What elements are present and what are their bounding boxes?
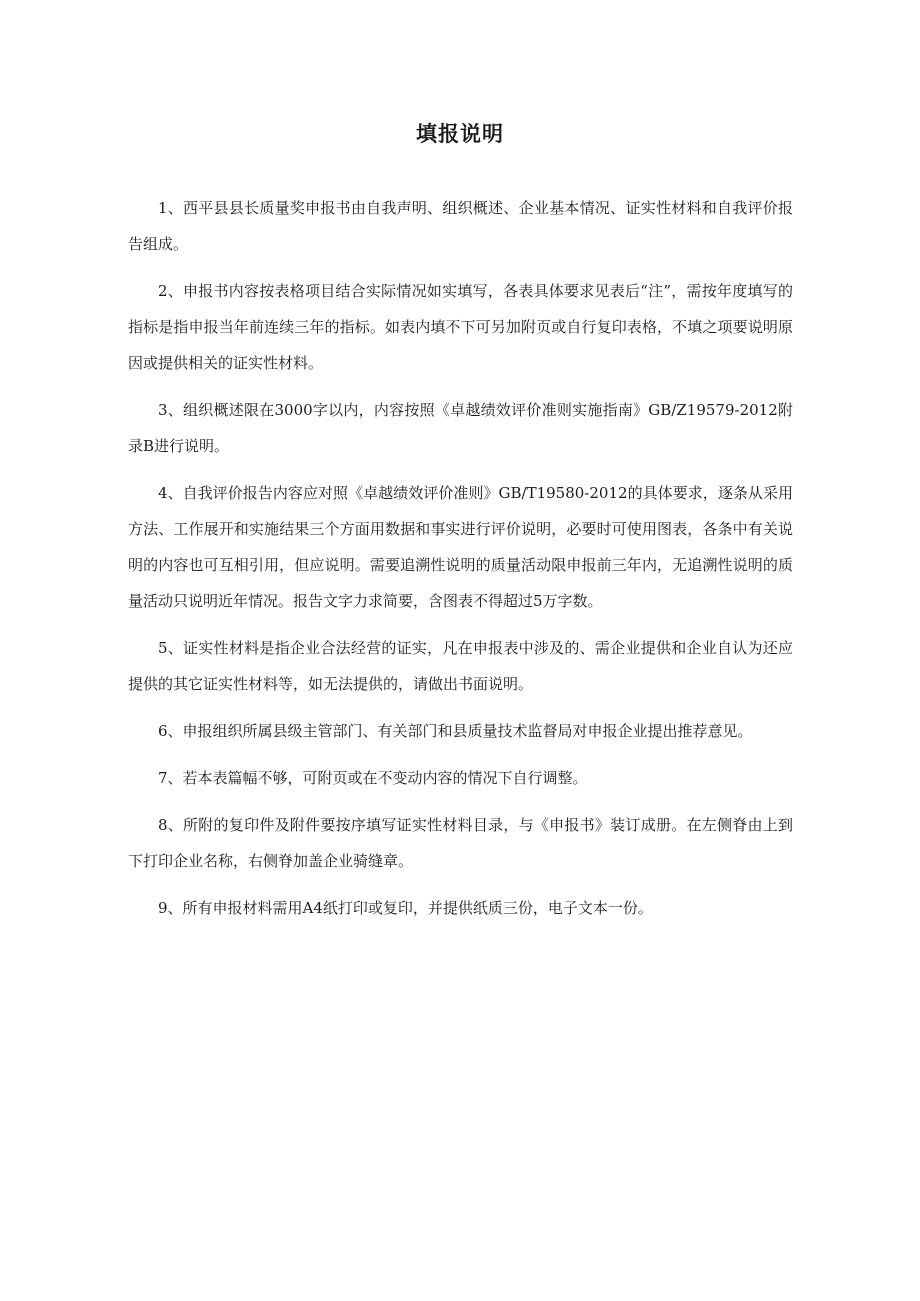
instruction-paragraph-7: 7、若本表篇幅不够，可附页或在不变动内容的情况下自行调整。 (158, 769, 588, 787)
instruction-paragraph-5: 5、证实性材料是指企业合法经营的证实，凡在申报表中涉及的、需企业提供和企业自认为还应提供的其它证实性材料等，如无法提供的，请做出书面说明。 (128, 639, 793, 693)
instruction-paragraph-9: 9、所有申报材料需用A4纸打印或复印，并提供纸质三份，电子文本一份。 (158, 899, 653, 917)
instruction-paragraph-8: 8、所附的复印件及附件要按序填写证实性材料目录，与《申报书》装订成册。在左侧脊由上到下打印企业名称，右侧脊加盖企业骑缝章。 (128, 816, 793, 870)
instruction-paragraph-3: 3、组织概述限在3000字以内，内容按照《卓越绩效评价准则实施指南》GB/Z19579-2012附录B进行说明。 (128, 401, 793, 455)
instructions-body (128, 190, 793, 937)
instruction-paragraph-6: 6、申报组织所属县级主管部门、有关部门和县质量技术监督局对申报企业提出推荐意见。 (158, 722, 753, 740)
instruction-paragraph-2: 2、申报书内容按表格项目结合实际情况如实填写，各表具体要求见表后“注”，需按年度填写的指标是指申报当年前连续三年的指标。如表内填不下可另加附页或自行复印表格，不填之项要说明原因或提供相关的证实性材料。 (128, 282, 793, 372)
page-title: 填报说明 (416, 122, 504, 146)
instruction-paragraph-4: 4、自我评价报告内容应对照《卓越绩效评价准则》GB/T19580-2012的具体要求，逐条从采用方法、工作展开和实施结果三个方面用数据和事实进行评价说明，必要时可使用图表，各条中有关说明的内容也可互相引用，但应说明。需要追溯性说明的质量活动限申报前三年内，无追溯性说明的质量活动只说明近年情况。报告文字力求简要，含图表不得超过5万字数。 (128, 484, 793, 610)
instruction-paragraph-1: 1、西平县县长质量奖申报书由自我声明、组织概述、企业基本情况、证实性材料和自我评价报告组成。 (128, 199, 793, 253)
